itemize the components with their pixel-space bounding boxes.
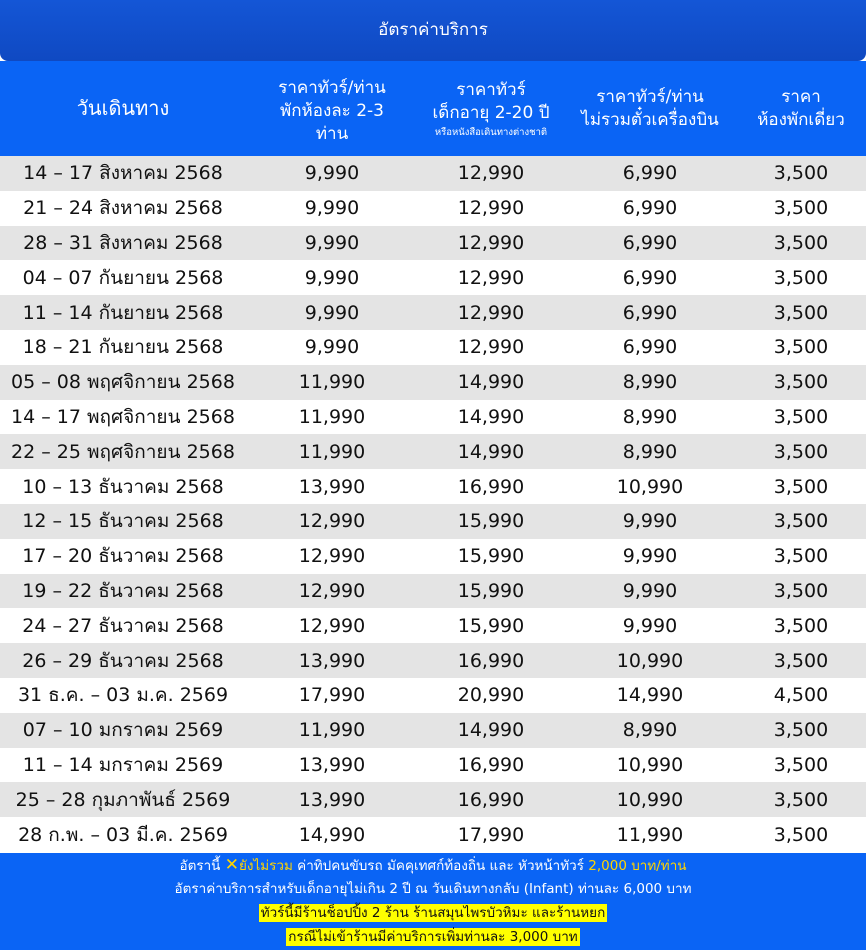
- header-adult-line3: ท่าน: [315, 123, 349, 144]
- table-row: [0, 191, 866, 226]
- cell-single-room: 4,500: [773, 684, 829, 707]
- footer-not-included: ยังไม่รวม: [238, 858, 293, 874]
- cell-no-flight-price: 6,990: [622, 162, 678, 185]
- header-no-flight-price: [564, 61, 736, 156]
- cell-adult-price: 13,990: [298, 753, 366, 776]
- table-row: [0, 365, 866, 400]
- cell-date: 26 – 29 ธันวาคม 2568: [22, 649, 224, 672]
- table-row: [0, 469, 866, 504]
- cell-date: 12 – 15 ธันวาคม 2568: [22, 510, 224, 533]
- table-row: [0, 295, 866, 330]
- table-row: [0, 400, 866, 435]
- footer-line-3: [0, 901, 866, 925]
- cell-no-flight-price: 10,990: [616, 788, 684, 811]
- cell-date: 31 ธ.ค. – 03 ม.ค. 2569: [17, 684, 229, 707]
- cell-child-price: 16,990: [457, 753, 525, 776]
- cell-single-room: 3,500: [773, 510, 829, 533]
- table-row: [0, 434, 866, 469]
- table-row: [0, 226, 866, 261]
- cell-child-price: 20,990: [457, 684, 525, 707]
- cell-no-flight-price: 10,990: [616, 649, 684, 672]
- cell-child-price: 15,990: [457, 614, 525, 637]
- cell-single-room: 3,500: [773, 788, 829, 811]
- cell-child-price: 12,990: [457, 231, 525, 254]
- cell-adult-price: 9,990: [304, 301, 360, 324]
- cell-date: 17 – 20 ธันวาคม 2568: [22, 545, 224, 568]
- table-row: [0, 504, 866, 539]
- footer-tip-amount: 2,000 บาท/ท่าน: [588, 858, 687, 874]
- cell-adult-price: 12,990: [298, 579, 366, 602]
- cell-adult-price: 12,990: [298, 545, 366, 568]
- cell-child-price: 16,990: [457, 649, 525, 672]
- cell-no-flight-price: 6,990: [622, 336, 678, 359]
- header-date: [0, 61, 246, 156]
- header-date-label: วันเดินทาง: [76, 96, 170, 120]
- cell-child-price: 14,990: [457, 405, 525, 428]
- cell-adult-price: 9,990: [304, 266, 360, 289]
- cell-no-flight-price: 6,990: [622, 301, 678, 324]
- cell-date: 19 – 22 ธันวาคม 2568: [22, 579, 224, 602]
- cell-adult-price: 9,990: [304, 162, 360, 185]
- cell-single-room: 3,500: [773, 405, 829, 428]
- cell-single-room: 3,500: [773, 440, 829, 463]
- cell-date: 18 – 21 กันยายน 2568: [22, 336, 224, 359]
- header-adult-line1: ราคาทัวร์/ท่าน: [278, 78, 386, 99]
- cell-child-price: 15,990: [457, 510, 525, 533]
- cell-adult-price: 11,990: [298, 405, 366, 428]
- cell-no-flight-price: 6,990: [622, 266, 678, 289]
- cell-single-room: 3,500: [773, 371, 829, 394]
- footer-line-2: [0, 877, 866, 901]
- footer-line-1: [0, 853, 866, 877]
- table-row: [0, 608, 866, 643]
- cell-single-room: 3,500: [773, 336, 829, 359]
- cell-date: 05 – 08 พฤศจิกายน 2568: [11, 371, 235, 394]
- cell-child-price: 14,990: [457, 371, 525, 394]
- cell-child-price: 16,990: [457, 475, 525, 498]
- header-child-line2: เด็กอายุ 2-20 ปี: [432, 102, 550, 123]
- cell-adult-price: 9,990: [304, 336, 360, 359]
- cell-single-room: 3,500: [773, 823, 829, 846]
- table-row: [0, 574, 866, 609]
- cell-single-room: 3,500: [773, 162, 829, 185]
- cell-single-room: 3,500: [773, 753, 829, 776]
- cell-single-room: 3,500: [773, 475, 829, 498]
- table-row: [0, 260, 866, 295]
- cell-no-flight-price: 14,990: [616, 684, 684, 707]
- table-row: [0, 782, 866, 817]
- cell-date: 14 – 17 พฤศจิกายน 2568: [11, 405, 235, 428]
- cell-no-flight-price: 8,990: [622, 405, 678, 428]
- footer-infant-note: อัตราค่าบริการสำหรับเด็กอายุไม่เกิน 2 ปี ณ วันเดินทางกลับ (Infant) ท่านละ 6,000 บาท: [174, 881, 692, 897]
- cell-adult-price: 13,990: [298, 475, 366, 498]
- footer-shopping-note: ทัวร์นี้มีร้านช็อปปิ้ง 2 ร้าน ร้านสมุนไพรบัวหิมะ และร้านหยก: [260, 905, 606, 921]
- cell-child-price: 16,990: [457, 788, 525, 811]
- table-row: [0, 643, 866, 678]
- cell-child-price: 14,990: [457, 440, 525, 463]
- cell-child-price: 12,990: [457, 266, 525, 289]
- cell-single-room: 3,500: [773, 231, 829, 254]
- header-adult-line2: พักห้องละ 2-3: [280, 101, 384, 122]
- cell-date: 24 – 27 ธันวาคม 2568: [22, 614, 224, 637]
- cell-child-price: 12,990: [457, 162, 525, 185]
- header-child-line1: ราคาทัวร์: [456, 79, 526, 100]
- cell-no-flight-price: 11,990: [616, 823, 684, 846]
- cell-single-room: 3,500: [773, 579, 829, 602]
- title-bar: [0, 0, 866, 61]
- cell-child-price: 15,990: [457, 579, 525, 602]
- cell-adult-price: 12,990: [298, 614, 366, 637]
- cell-child-price: 12,990: [457, 301, 525, 324]
- cell-adult-price: 12,990: [298, 510, 366, 533]
- cell-single-room: 3,500: [773, 301, 829, 324]
- cell-no-flight-price: 10,990: [616, 475, 684, 498]
- cell-no-flight-price: 6,990: [622, 197, 678, 220]
- cell-no-flight-price: 9,990: [622, 614, 678, 637]
- cell-date: 11 – 14 มกราคม 2569: [22, 753, 224, 776]
- cell-single-room: 3,500: [773, 719, 829, 742]
- cell-date: 04 – 07 กันยายน 2568: [22, 266, 224, 289]
- cell-child-price: 14,990: [457, 719, 525, 742]
- cell-single-room: 3,500: [773, 266, 829, 289]
- table-row: [0, 330, 866, 365]
- footer-shopping-fee: กรณีไม่เข้าร้านมีค่าบริการเพิ่มท่านละ 3,000 บาท: [288, 929, 578, 945]
- cell-date: 14 – 17 สิงหาคม 2568: [23, 162, 223, 185]
- cell-date: 28 – 31 สิงหาคม 2568: [23, 231, 223, 254]
- header-no-flight-line2: ไม่รวมตั๋วเครื่องบิน: [581, 109, 719, 130]
- footer-tip-text: ค่าทิปคนขับรถ มัคคุเทศก์ท้องถิ่น และ หัวหน้าทัวร์: [297, 858, 584, 874]
- footer-rate-label: อัตรานี้: [179, 858, 221, 874]
- cell-child-price: 12,990: [457, 336, 525, 359]
- cell-single-room: 3,500: [773, 197, 829, 220]
- header-single-line1: ราคา: [781, 86, 821, 107]
- cell-adult-price: 9,990: [304, 231, 360, 254]
- cell-single-room: 3,500: [773, 614, 829, 637]
- cell-adult-price: 17,990: [298, 684, 366, 707]
- table-row: [0, 713, 866, 748]
- cell-no-flight-price: 9,990: [622, 545, 678, 568]
- cell-adult-price: 13,990: [298, 788, 366, 811]
- cell-no-flight-price: 9,990: [622, 579, 678, 602]
- cell-adult-price: 11,990: [298, 371, 366, 394]
- cell-adult-price: 13,990: [298, 649, 366, 672]
- cell-date: 28 ก.พ. – 03 มี.ค. 2569: [18, 823, 228, 846]
- cell-date: 10 – 13 ธันวาคม 2568: [22, 475, 224, 498]
- cell-no-flight-price: 8,990: [622, 371, 678, 394]
- cell-single-room: 3,500: [773, 545, 829, 568]
- table-row: [0, 539, 866, 574]
- cell-adult-price: 14,990: [298, 823, 366, 846]
- cell-no-flight-price: 9,990: [622, 510, 678, 533]
- cell-child-price: 17,990: [457, 823, 525, 846]
- cell-date: 22 – 25 พฤศจิกายน 2568: [11, 440, 235, 463]
- cell-single-room: 3,500: [773, 649, 829, 672]
- header-child-price: [418, 61, 564, 156]
- header-child-note: หรือหนังสือเดินทางต่างชาติ: [434, 126, 548, 138]
- cell-no-flight-price: 10,990: [616, 753, 684, 776]
- table-row: [0, 817, 866, 852]
- cell-child-price: 12,990: [457, 197, 525, 220]
- cell-date: 21 – 24 สิงหาคม 2568: [23, 197, 223, 220]
- cell-adult-price: 11,990: [298, 719, 366, 742]
- page-title: อัตราค่าบริการ: [378, 20, 488, 40]
- cell-adult-price: 9,990: [304, 197, 360, 220]
- cell-child-price: 15,990: [457, 545, 525, 568]
- table-row: [0, 748, 866, 783]
- header-no-flight-line1: ราคาทัวร์/ท่าน: [596, 86, 704, 107]
- table-row: [0, 678, 866, 713]
- cell-no-flight-price: 8,990: [622, 719, 678, 742]
- cell-no-flight-price: 6,990: [622, 231, 678, 254]
- table-row: [0, 156, 866, 191]
- cell-date: 25 – 28 กุมภาพันธ์ 2569: [15, 788, 231, 811]
- table-header: [0, 61, 866, 156]
- footer-notes: [0, 853, 866, 950]
- header-single-room: [736, 61, 866, 156]
- header-adult-price: [246, 61, 418, 156]
- cell-date: 07 – 10 มกราคม 2569: [22, 719, 224, 742]
- footer-line-4: [0, 925, 866, 949]
- x-icon: ✕: [224, 855, 239, 875]
- cell-no-flight-price: 8,990: [622, 440, 678, 463]
- cell-date: 11 – 14 กันยายน 2568: [22, 301, 224, 324]
- cell-adult-price: 11,990: [298, 440, 366, 463]
- header-single-line2: ห้องพักเดี่ยว: [757, 109, 845, 130]
- price-table-body: [0, 156, 866, 852]
